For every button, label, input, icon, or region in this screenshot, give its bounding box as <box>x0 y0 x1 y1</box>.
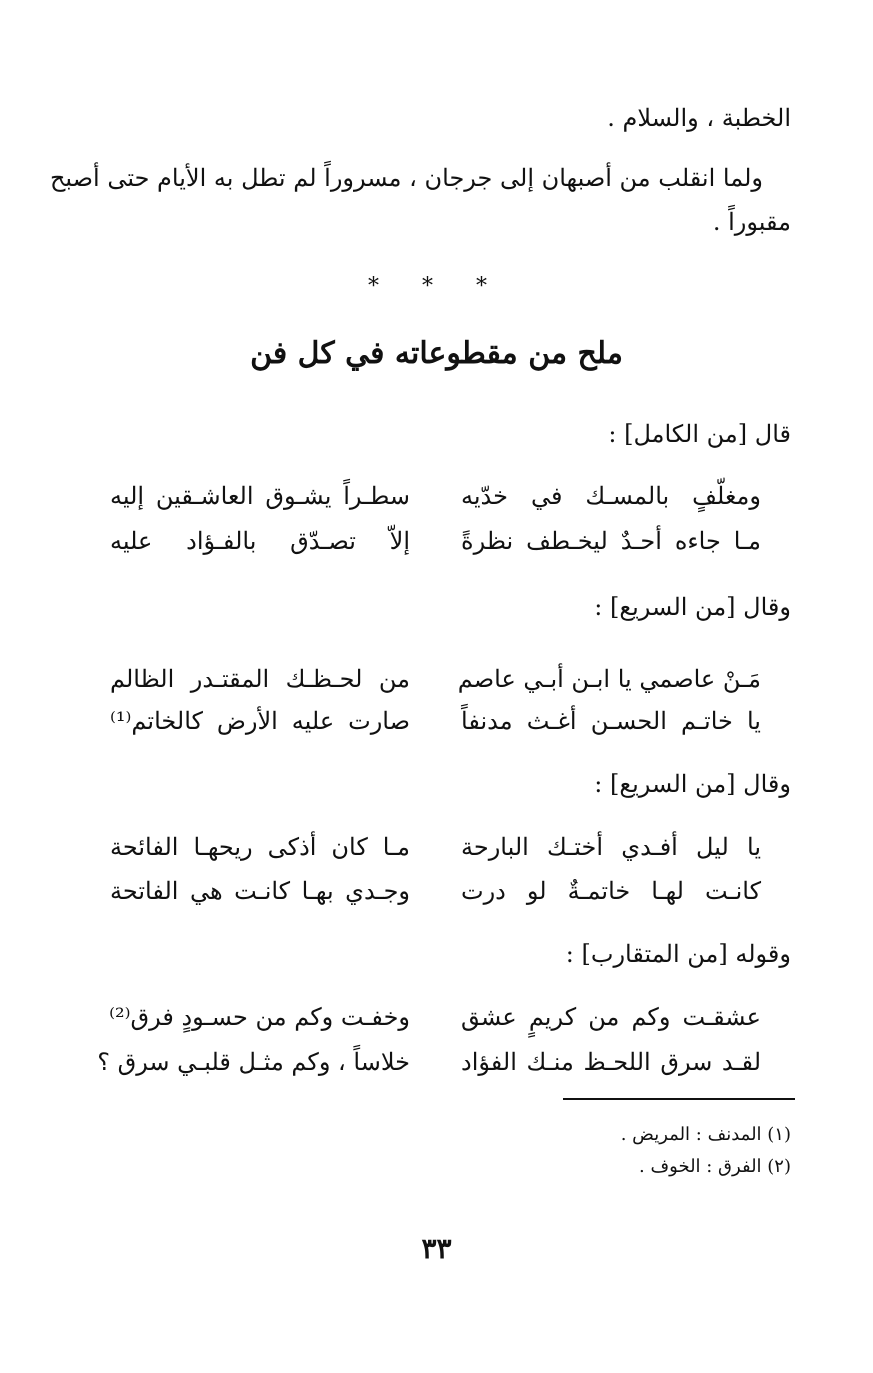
verse-first-hemistich: لقـد سرق اللحـظ منـك الفؤاد <box>461 1048 761 1076</box>
verse-first-hemistich: يا ليل أفـدي أختـك البارحة <box>461 833 761 861</box>
verse <box>110 707 761 747</box>
section-heading: ملح من مقطوعاته في كل فن <box>250 336 623 371</box>
poem-intro: وقال [من السريع] : <box>594 770 791 798</box>
page-number: ٣٣ <box>421 1232 452 1265</box>
verse <box>110 482 761 522</box>
footnote: (٢) الفرق : الخوف . <box>639 1156 791 1177</box>
paragraph-line: ولما انقلب من أصبهان إلى جرجان ، مسروراً لم تطل به الأيام حتى أصبح <box>49 164 763 192</box>
verse-second-hemistich: إلاّ تصـدّق بالفـؤاد عليه <box>110 527 410 555</box>
verse <box>110 833 761 873</box>
paragraph-line: مقبوراً . <box>712 208 791 236</box>
verse <box>110 527 761 567</box>
footnote: (١) المدنف : المريض . <box>620 1124 791 1145</box>
poem-intro: وقوله [من المتقارب] : <box>565 940 791 968</box>
verse-first-hemistich: ومغلّفٍ بالمسـك في خدّيه <box>461 482 761 510</box>
verse <box>110 665 761 705</box>
poem-intro: وقال [من السريع] : <box>594 593 791 621</box>
verse-second-hemistich: من لحـظـك المقتـدر الظالم <box>110 665 410 693</box>
verse-second-hemistich: مـا كان أذكى ريحهـا الفائحة <box>110 833 410 861</box>
verse-second-hemistich: وخفـت وكم من حسـودٍ فرق⁽²⁾ <box>109 1003 410 1031</box>
verse-second-hemistich: خلاساً ، وكم مثـل قلبـي سرق ؟ <box>97 1048 410 1076</box>
footnote-rule <box>563 1098 795 1100</box>
verse-first-hemistich: كانـت لهـا خاتمـةٌ لو درت <box>461 877 761 905</box>
verse <box>110 877 761 917</box>
verse-second-hemistich: وجـدي بهـا كانـت هي الفاتحة <box>110 877 410 905</box>
verse-second-hemistich: سطـراً يشـوق العاشـقين إليه <box>110 482 410 510</box>
paragraph-line: الخطبة ، والسلام . <box>607 104 791 132</box>
verse <box>110 1003 761 1043</box>
verse <box>97 1048 761 1088</box>
verse-second-hemistich: صارت عليه الأرض كالخاتم⁽¹⁾ <box>110 707 410 735</box>
poem-intro: قال [من الكامل] : <box>608 420 791 448</box>
verse-first-hemistich: مَـنْ عاصمي يا ابـن أبـي عاصم <box>457 665 761 693</box>
verse-first-hemistich: مـا جاءه أحـدٌ ليخـطف نظرةً <box>461 527 761 555</box>
verse-first-hemistich: عشقـت وكم من كريمٍ عشق <box>461 1003 761 1031</box>
verse-first-hemistich: يا خاتـم الحسـن أغـث مدنفاً <box>461 707 761 735</box>
section-divider-stars: * * * <box>368 274 505 299</box>
